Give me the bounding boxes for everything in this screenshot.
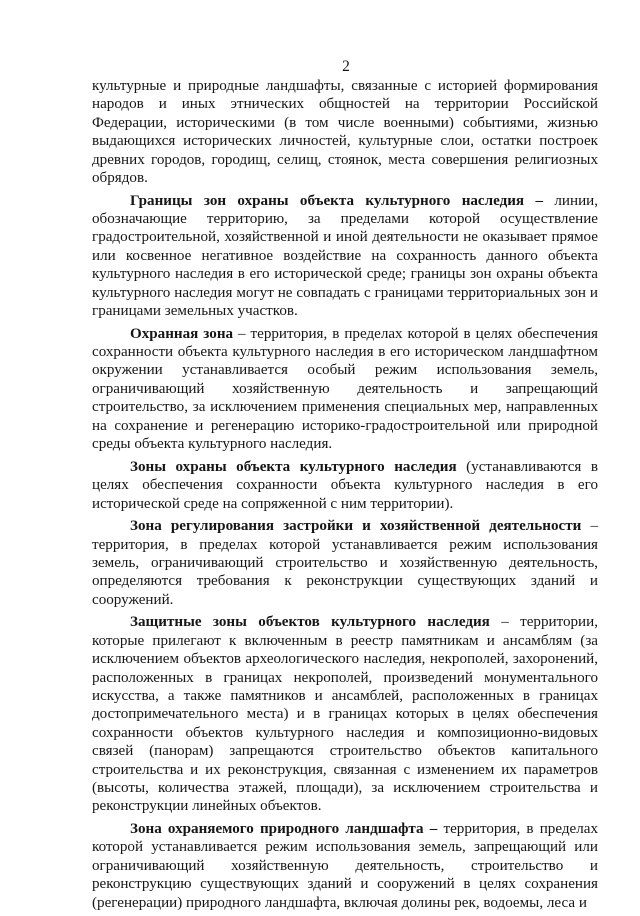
paragraph-text: – территория, в пределах которой устанавливается режим использования земель, ограничивающий строительство и хозяйственную деятельность, определяются требования к реконструкции существующих зданий и сооружений. [92, 518, 598, 608]
paragraph-text: – территория, в пределах которой в целях обеспечения сохранности объекта культурного наследия в его историческом ландшафтном окружении устанавливается особый режим использования земель, ограничивающий хозяйственную деятельность и запрещающий строительство, за исключением применения специальных мер, направленных на сохранение и регенерацию историко-градостроительной или природной среды объекта культурного наследия. [92, 325, 598, 453]
paragraph-natural-landscape-zone [92, 820, 598, 912]
document-page [92, 58, 598, 916]
paragraph-protective-zones [92, 613, 598, 815]
term-protection-zones: Зоны охраны объекта культурного наследия [130, 458, 457, 475]
paragraph-text: линии, обозначающие территорию, за пределами которой осуществление градостроительной, хозяйственной и иной деятельности не оказывает прямое или косвенное негативное воздействие на сохранность данного объекта культурного наследия в его исторической среде; границы зон охраны объекта культурного наследия могут не совпадать с границами территориальных зон и границами земельных участков. [92, 192, 599, 320]
paragraph-development-regulation-zone [92, 517, 598, 609]
term-natural-landscape-zone: Зона охраняемого природного ландшафта – [130, 820, 438, 837]
term-development-regulation-zone: Зона регулирования застройки и хозяйственной деятельности [130, 518, 582, 535]
paragraph-text: – территории, которые прилегают к включенным в реестр памятникам и ансамблям (за исключением объектов археологического наследия, некрополей, захоронений, расположенных в границах некрополей, произведений монументального искусства, а также памятников и ансамблей, расположенных в границах достопримечательного места) и в границах которых в целях обеспечения сохранности объектов культурного наследия и композиционно-видовых связей (панорам) запрещаются строительство объектов капитального строительства и их реконструкция, связанная с изменением их параметров (высоты, количества этажей, площади), за исключением строительства и реконструкции линейных объектов. [92, 614, 598, 815]
page-number: 2 [342, 58, 350, 75]
paragraph-continuation [92, 77, 598, 187]
paragraph-boundaries-of-protection-zones [92, 192, 598, 321]
term-boundaries-of-protection-zones: Границы зон охраны объекта культурного наследия – [130, 192, 544, 209]
paragraph-protection-zones [92, 458, 598, 513]
paragraph-text: культурные и природные ландшафты, связанные с историей формирования народов и иных этнических общностей на территории Российской Федерации, историческими (в том числе военными) событиями, жизнью выдающихся исторических личностей, культурные слои, остатки построек древних городов, городищ, селищ, стоянок, места совершения религиозных обрядов. [92, 78, 598, 187]
paragraph-text: территория, в пределах которой устанавливается режим использования земель, запрещающий или ограничивающий хозяйственную деятельность, строительство и реконструкцию существующих зданий и сооружений в целях сохранения (регенерации) природного ландшафта, включая долины рек, водоемы, леса и [92, 820, 598, 911]
term-security-zone: Охранная зона [130, 325, 234, 342]
term-protective-zones: Защитные зоны объектов культурного наследия [130, 614, 490, 631]
paragraph-text: (устанавливаются в целях обеспечения сохранности объекта культурного наследия в его исторической среде на сопряженной с ним территории). [92, 458, 598, 512]
paragraph-security-zone [92, 325, 598, 454]
